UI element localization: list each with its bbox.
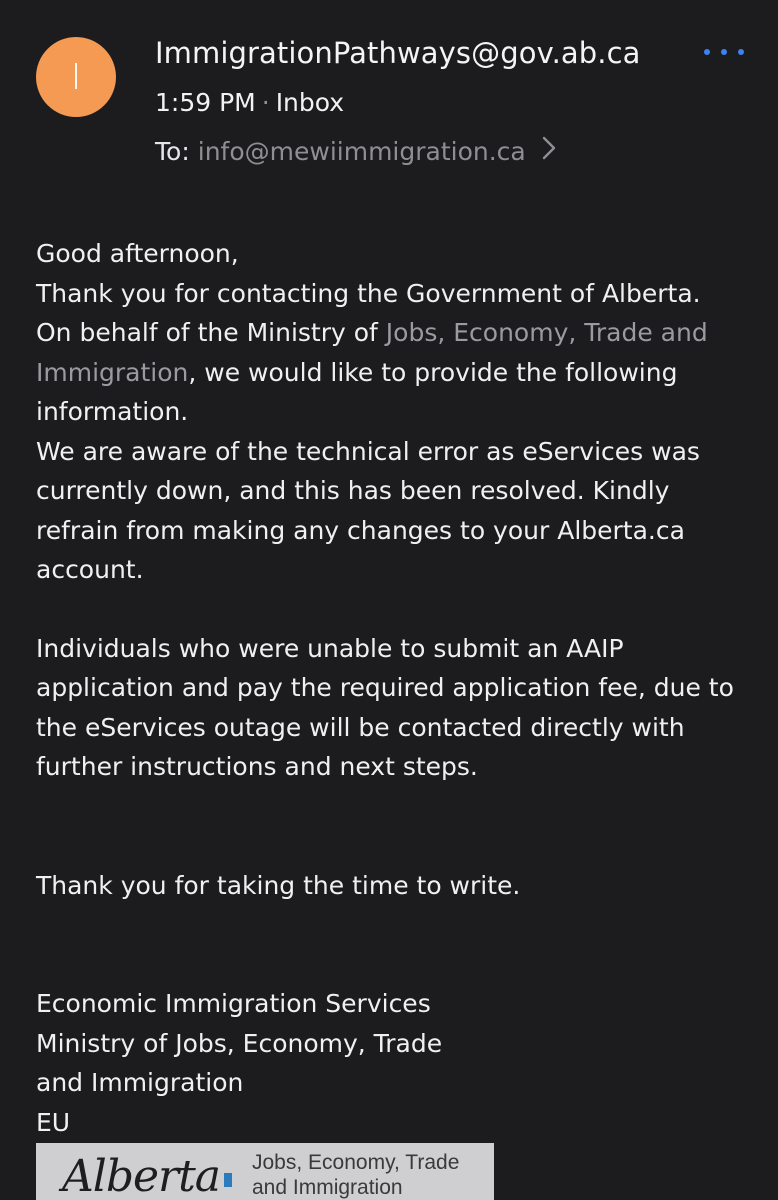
recipient-address: info@mewiimmigration.ca [197, 137, 526, 166]
closing-line: Thank you for taking the time to write. [36, 870, 521, 900]
more-horizontal-icon-dot [738, 49, 744, 55]
meta-separator: · [261, 88, 270, 117]
para-text: , we would like to provide the following information. [36, 357, 678, 426]
ministry-link[interactable]: Jobs, Economy, Trade and Immigration [36, 318, 708, 387]
paragraph-ministry [36, 313, 746, 432]
more-options-button[interactable] [704, 42, 744, 62]
chevron-right-icon [542, 136, 556, 167]
signature-line: EU [36, 1107, 71, 1137]
email-time: 1:59 PM [155, 88, 256, 117]
more-horizontal-icon [704, 49, 710, 55]
sender-avatar[interactable] [36, 37, 116, 117]
email-header [0, 0, 778, 200]
recipient-row[interactable] [155, 136, 556, 167]
paragraph-eservices: We are aware of the technical error as eServices was currently down, and this has been resolved. Kindly refrain from making any changes to your Alberta.ca account. [36, 436, 700, 584]
signature-line: and Immigration [36, 1068, 244, 1097]
logo-dept-line: Jobs, Economy, Trade [252, 1150, 460, 1174]
alberta-logo-image [36, 1143, 494, 1200]
email-meta [155, 88, 344, 117]
logo-dept-line: and Immigration [252, 1175, 403, 1199]
logo-department [252, 1150, 459, 1200]
signature-line: Ministry of Jobs, Economy, Trade [36, 1028, 443, 1058]
logo-wordmark: Alberta [62, 1151, 220, 1200]
flag-mark-icon [224, 1173, 232, 1187]
paragraph-individuals: Individuals who were unable to submit an AAIP application and pay the required application fee, due to the eServices outage will be contacted directly with further instructions and next steps. [36, 633, 734, 781]
email-folder: Inbox [275, 88, 345, 117]
email-body [36, 234, 746, 1142]
more-horizontal-icon-dot [721, 49, 727, 55]
avatar-initial: I [70, 56, 82, 98]
to-label: To: [155, 137, 190, 166]
greeting: Good afternoon, [36, 239, 239, 268]
sender-address[interactable]: ImmigrationPathways@gov.ab.ca [155, 36, 641, 70]
signature-line: Economic Immigration Services [36, 989, 431, 1018]
para-text: On behalf of the Ministry of [36, 318, 386, 347]
thanks-line: Thank you for contacting the Government of Alberta. [36, 278, 701, 308]
